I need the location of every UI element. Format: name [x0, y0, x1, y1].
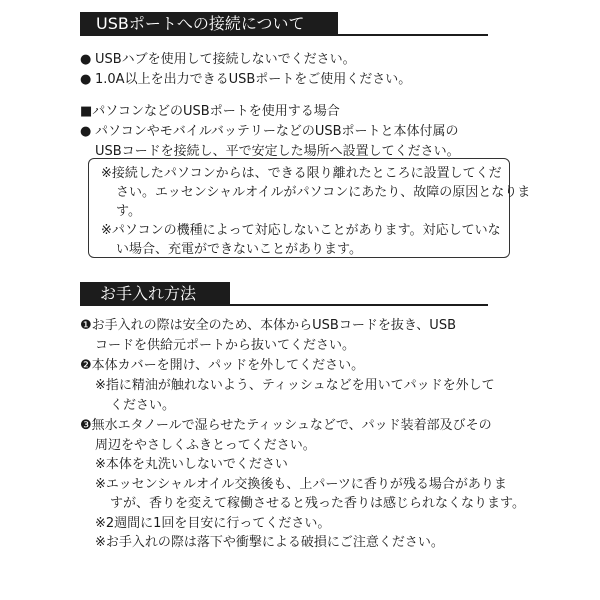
care-step-2-note: ※指に精油が触れないよう、ティッシュなどを用いてパッドを外して: [95, 378, 495, 393]
bullet-dot-icon: ●: [80, 52, 92, 67]
care-step-2-note-cont: ください。: [110, 398, 176, 413]
pc-usage-text: ● パソコンやモバイルバッテリーなどのUSBポートと本体付属の: [80, 122, 460, 142]
caution-line: ※接続したパソコンからは、できる限り離れたところに設置してくだ: [101, 166, 502, 181]
care-step-3-cont: 周辺をやさしくふきとってください。: [95, 438, 316, 453]
usb-section-rule: [330, 34, 488, 36]
care-note: ※エッセンシャルオイル交換後も、上パーツに香りが残る場合がありま: [95, 476, 507, 492]
care-notes: [95, 455, 525, 553]
caution-line: す。: [116, 204, 141, 219]
care-note-cont: すが、香りを変えて稼働させると残った香りは感じられなくなります。: [110, 496, 525, 511]
care-step-2: ❷本体カバーを開け、パッドを外してください。: [80, 358, 365, 373]
pc-usage-text-cont: USBコードを接続し、平で安定した場所へ設置してください。: [95, 144, 460, 159]
usb-bullet-item: ● USBハブを使用して接続しないでください。: [80, 50, 411, 70]
care-note: ※本体を丸洗いしないでください: [95, 457, 288, 472]
care-section-title: お手入れ方法: [80, 282, 228, 306]
care-step-3: ❸無水エタノールで湿らせたティッシュなどで、パッド装着部及びその: [80, 418, 492, 433]
care-step-1-cont: コードを供給元ポートから抜いてください。: [95, 338, 356, 353]
caution-line: さい。エッセンシャルオイルがパソコンにあたり、故障の原因となりま: [116, 185, 531, 200]
caution-line: ※パソコンの機種によって対応しないことがあります。対応していな: [101, 223, 501, 238]
bullet-dot-icon: ●: [80, 72, 92, 87]
care-steps: [80, 316, 495, 456]
pc-usage-heading: ■パソコンなどのUSBポートを使用する場合: [80, 104, 340, 119]
pc-usage-block: [80, 102, 460, 162]
usb-bullet-list: [80, 50, 411, 90]
care-step-1: ❶お手入れの際は安全のため、本体からUSBコードを抜き、USB: [80, 318, 456, 333]
caution-line: い場合、充電ができないことがあります。: [116, 242, 362, 257]
care-note: ※お手入れの際は落下や衝撃による破損にご注意ください。: [95, 535, 444, 550]
usb-caution-box: [88, 158, 531, 258]
usb-bullet-item: ● 1.0A以上を出力できるUSBポートをご使用ください。: [80, 70, 411, 90]
care-section-title-tail: [220, 282, 230, 306]
care-note: ※2週間に1回を目安に行ってください。: [95, 515, 331, 531]
usb-section-title: USBポートへの接続について: [80, 12, 338, 36]
bullet-dot-icon: ●: [80, 124, 92, 139]
care-section-rule: [220, 304, 488, 306]
